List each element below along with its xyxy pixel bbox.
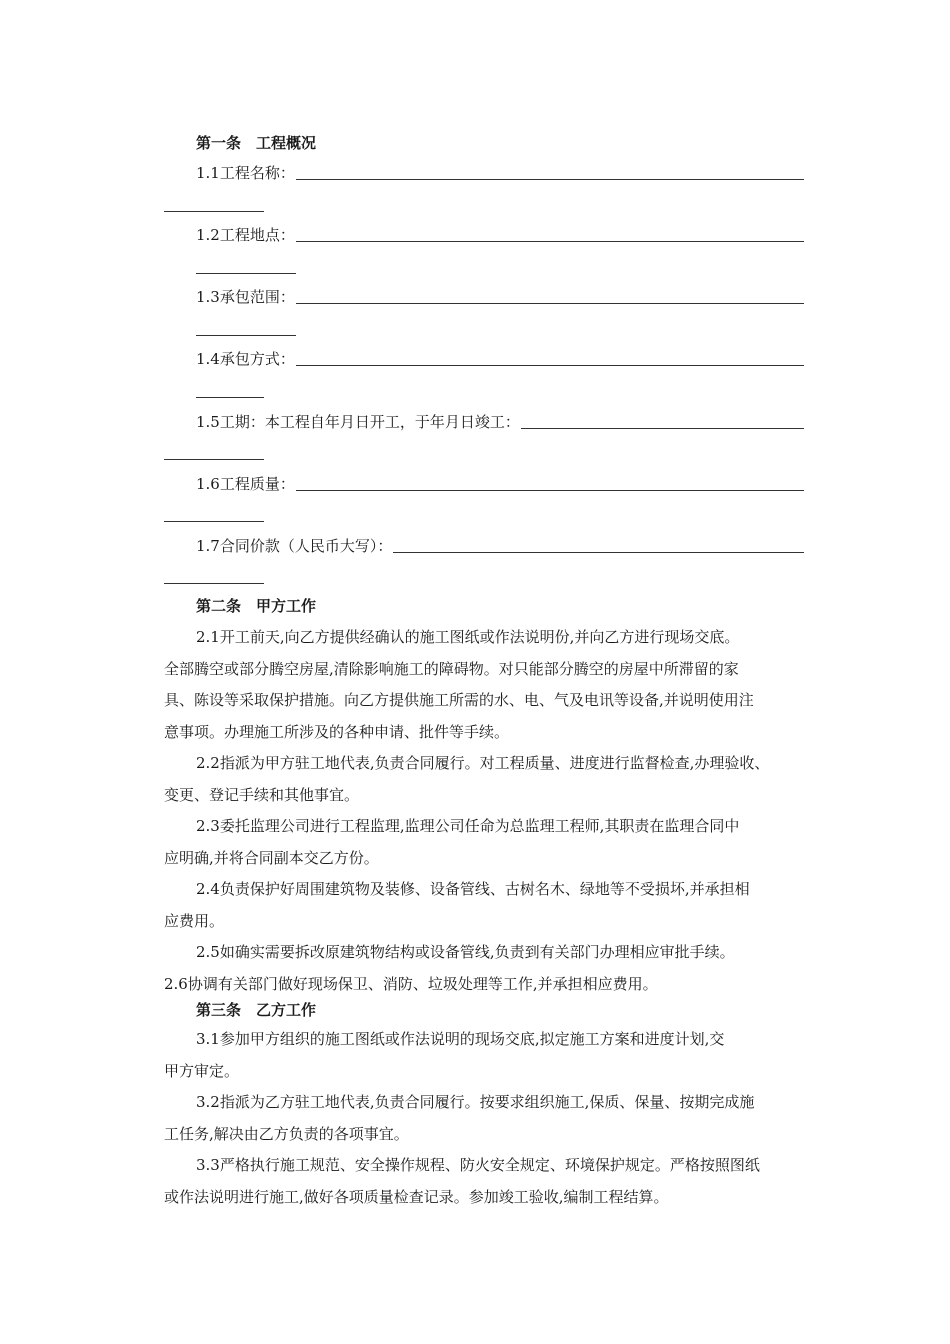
paragraph-line: 3.1参加甲方组织的施工图纸或作法说明的现场交底,拟定施工方案和进度计划,交	[196, 1030, 725, 1048]
paragraph-line: 3.2指派为乙方驻工地代表,负责合同履行。按要求组织施工,保质、保量、按期完成施	[196, 1093, 755, 1111]
fill-line	[296, 490, 804, 491]
paragraph-line: 具、陈设等采取保护措施。向乙方提供施工所需的水、电、气及电讯等设备,并说明使用注	[164, 691, 754, 709]
fill-line	[521, 428, 804, 429]
paragraph-line: 工任务,解决由乙方负责的各项事宜。	[164, 1124, 409, 1143]
field-label: 1.6工程质量：	[196, 475, 295, 493]
paragraph-line: 2.4负责保护好周围建筑物及装修、设备管线、古树名木、绿地等不受损坏,并承担相	[196, 880, 750, 898]
paragraph-line: 2.5如确实需要拆改原建筑物结构或设备管线,负责到有关部门办理相应审批手续。	[196, 943, 735, 961]
party-a-duties	[164, 622, 810, 1000]
fill-line-continuation	[164, 211, 264, 212]
paragraph-line: 变更、登记手续和其他事宜。	[164, 785, 360, 804]
fill-line-continuation	[196, 397, 264, 398]
field-duration	[196, 410, 804, 432]
party-b-duties	[164, 1024, 810, 1213]
fill-line	[296, 303, 804, 304]
fill-line-continuation	[196, 335, 296, 336]
field-quality	[196, 472, 804, 494]
fill-line-continuation	[164, 583, 264, 584]
fill-line-continuation	[164, 521, 264, 522]
field-label: 1.7合同价款（人民币大写）：	[196, 537, 393, 555]
fill-line-continuation	[196, 273, 296, 274]
fill-line	[393, 552, 804, 553]
field-label: 1.2工程地点：	[196, 226, 295, 244]
paragraph-line: 甲方审定。	[164, 1061, 240, 1080]
section-2-title: 第二条 甲方工作	[196, 597, 317, 615]
field-contract-method	[196, 347, 804, 369]
paragraph-line: 2.6协调有关部门做好现场保卫、消防、垃圾处理等工作,并承担相应费用。	[164, 974, 658, 993]
fill-line	[296, 241, 804, 242]
field-contract-scope	[196, 285, 804, 307]
fill-line	[296, 179, 804, 180]
field-label: 1.1工程名称：	[196, 164, 295, 182]
section-1-title: 第一条 工程概况	[196, 134, 317, 152]
field-label: 1.3承包范围：	[196, 288, 295, 306]
field-label: 1.5工期：本工程自年月日开工，于年月日竣工：	[196, 413, 520, 431]
paragraph-line: 2.1开工前天,向乙方提供经确认的施工图纸或作法说明份,并向乙方进行现场交底。	[196, 628, 740, 646]
paragraph-line: 应明确,并将合同副本交乙方份。	[164, 848, 379, 867]
section-3-title: 第三条 乙方工作	[196, 1001, 317, 1019]
fill-line-continuation	[164, 459, 264, 460]
fill-line	[296, 365, 804, 366]
paragraph-line: 应费用。	[164, 911, 225, 930]
field-contract-price	[196, 534, 804, 556]
field-project-location	[196, 223, 804, 245]
paragraph-line: 3.3严格执行施工规范、安全操作规程、防火安全规定、环境保护规定。严格按照图纸	[196, 1156, 760, 1174]
paragraph-line: 全部腾空或部分腾空房屋,清除影响施工的障碍物。对只能部分腾空的房屋中所滞留的家	[164, 659, 739, 678]
paragraph-line: 2.3委托监理公司进行工程监理,监理公司任命为总监理工程师,其职责在监理合同中	[196, 817, 740, 835]
paragraph-line: 2.2指派为甲方驻工地代表,负责合同履行。对工程质量、进度进行监督检查,办理验收、	[196, 754, 770, 772]
field-label: 1.4承包方式：	[196, 350, 295, 368]
paragraph-line: 意事项。办理施工所涉及的各种申请、批件等手续。	[164, 722, 510, 741]
paragraph-line: 或作法说明进行施工,做好各项质量检查记录。参加竣工验收,编制工程结算。	[164, 1187, 669, 1206]
field-project-name	[196, 161, 804, 183]
